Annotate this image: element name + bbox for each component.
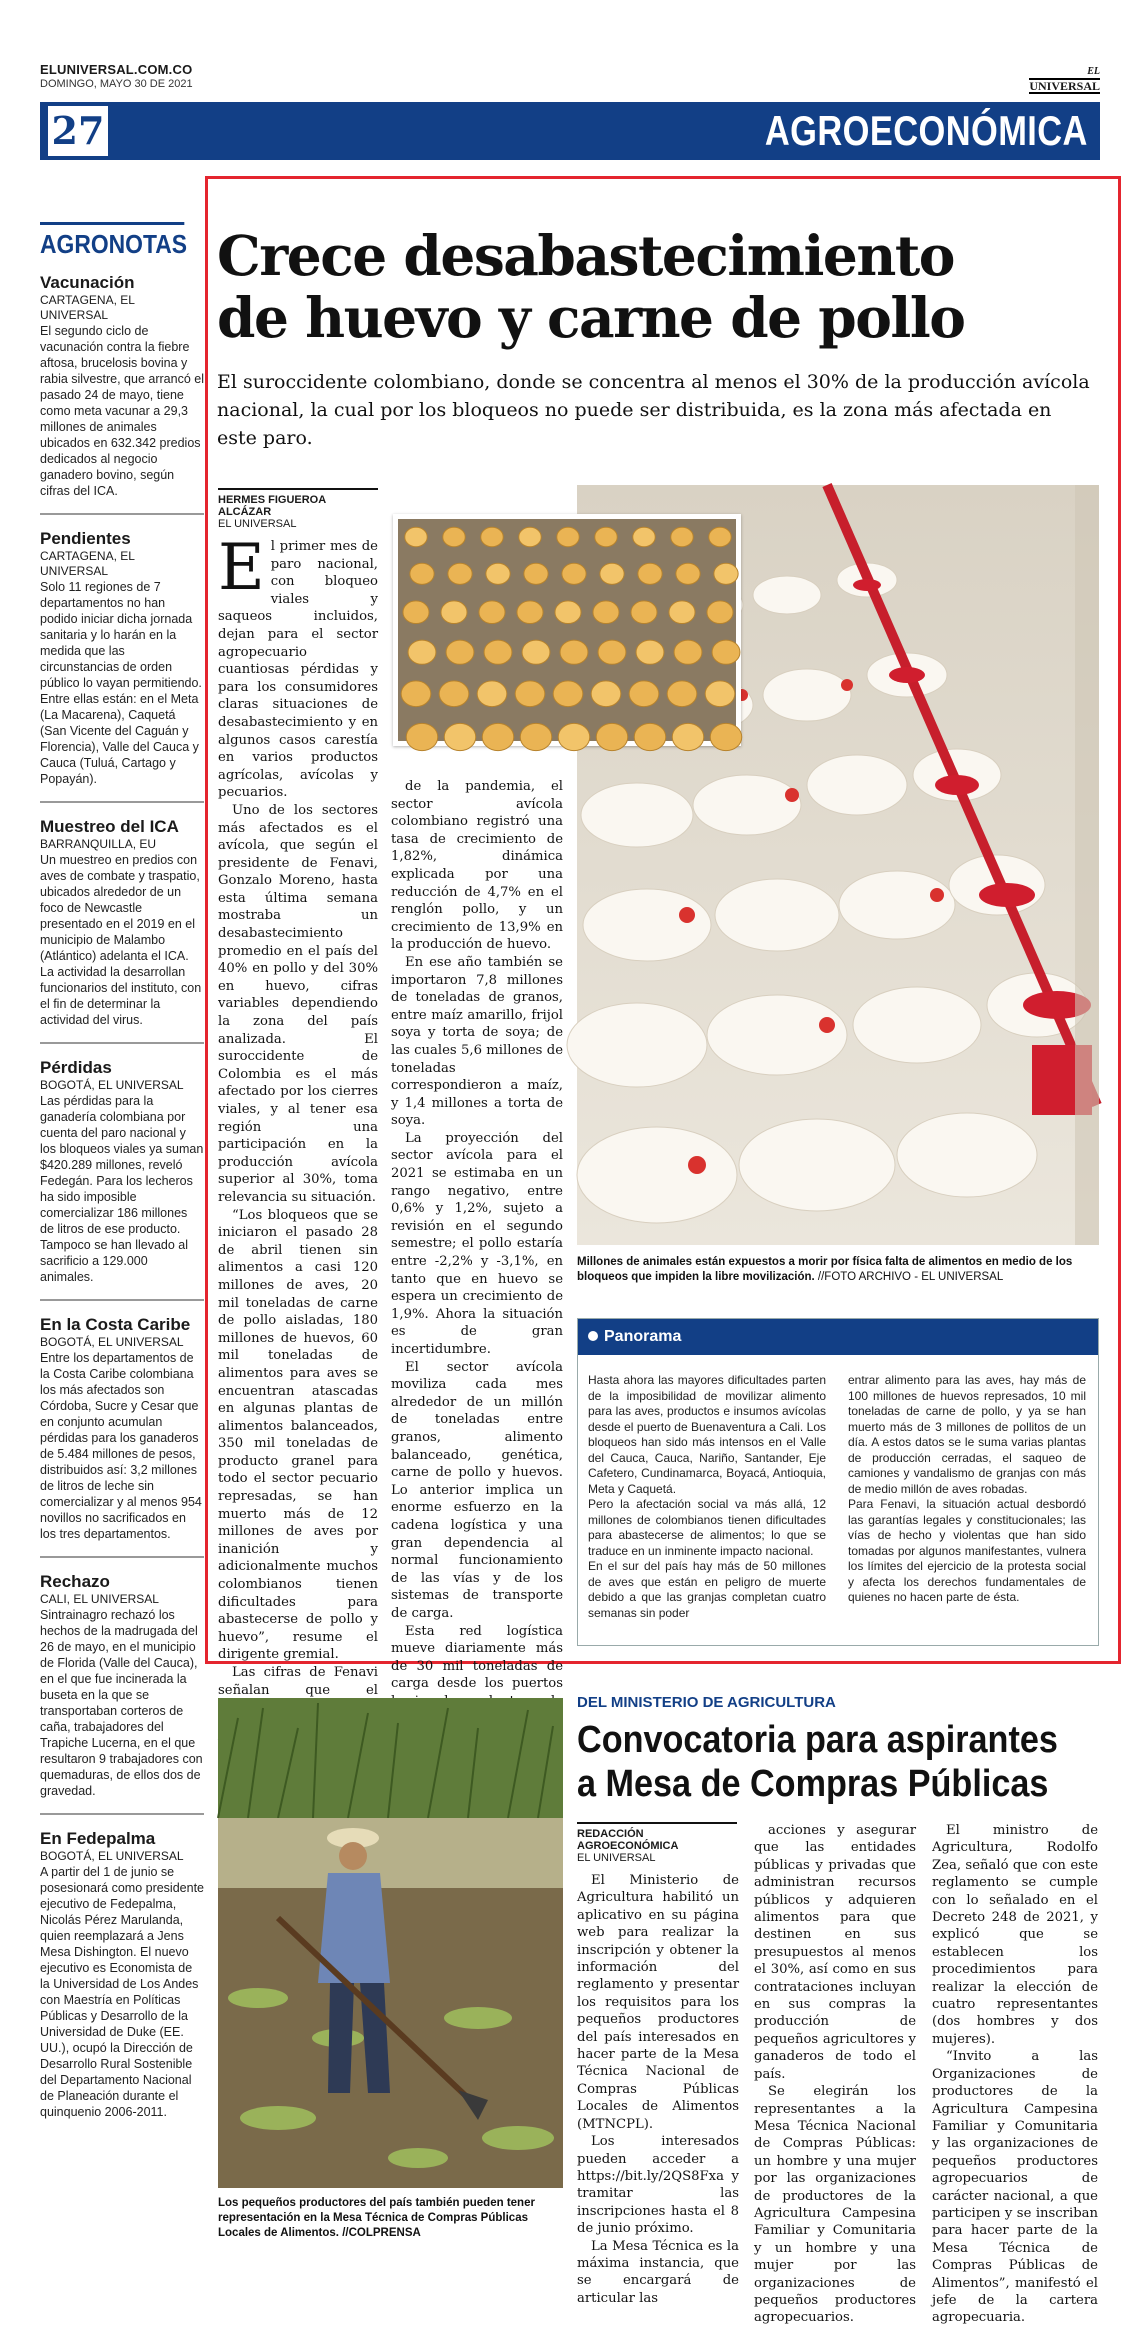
eggs-photo xyxy=(393,514,741,746)
paragraph: Los interesados pueden acceder a https://bit.ly/2QS8Fxa y tramitar las inscripciones hasta el 8 de junio próximo. xyxy=(577,2134,739,2237)
paragraph: Se elegirán los representantes a la Mesa Técnica Nacional de Compras Públicas: un hombre y una mujer por las organizaciones de productores de la Agricultura Campesina Familiar y Comunitaria y un hombre y una mujer por las organizaciones de pequeños productores agropecuarios. xyxy=(754,2084,916,2326)
agronota-text: Un muestreo en predios con aves de combate y traspatio, ubicados alrededor de un foco de Newcastle presentado en el 2019 en el municipio de Malambo (Atlántico) adelanta el ICA. La actividad la desarrollan funcionarios del instituto, con el fin de determinar la actividad del virus. xyxy=(40,853,202,1027)
agronota-item xyxy=(40,273,204,515)
panorama-column-left xyxy=(588,1373,826,1621)
paragraph: acciones y asegurar que las entidades públicas y privadas que administran recursos públicos y adquieren alimentos para que destinen en sus presupuestos al menos el 30%, así como en sus contrataciones incluyan en sus compras la producción de pequeños agricultores y ganaderos de todo el país. xyxy=(754,1823,916,2082)
paragraph: El Ministerio de Agricultura habilitó un aplicativo en su página web para realizar la inscripción y obtener la información del reglamento y presentar los requisitos para los pequeños productores del país interesados en hacer parte de la Mesa Técnica Nacional de Compras Públicas Locales de Alimentos (MTNCPL). xyxy=(577,1873,739,2132)
agronota-item xyxy=(40,1058,204,1301)
masthead xyxy=(40,62,1100,93)
panorama-box xyxy=(577,1318,1099,1646)
paragraph: Uno de los sectores más afectados es el avícola, que según el presidente de Fenavi, Gonzalo Moreno, hasta esta última semana mostraba un desabastecimiento promedio en el país del 40% en pollo y del 30% en huevo, cifras variables dependiendo la zona del país analizada. El suroccidente de Colombia es el más afectado por los cierres viales, y al tener esa región una participación en la producción avícola superior al 30%, toma relevancia su situación. xyxy=(218,802,378,1205)
article2-byline xyxy=(577,1822,737,1864)
agronota-text: Solo 11 regiones de 7 departamentos no han podido iniciar dicha jornada sanitaria y lo harán en la medida que las circunstancias de orden público lo vayan permitiendo. Entre ellas están: en el Meta (La Macarena), Caquetá (San Vicente del Caguán y Florencia), Valle del Cauca y Cauca (Tuluá, Cartago y Popayán). xyxy=(40,580,202,786)
agronota-title: Pendientes xyxy=(40,529,131,548)
paragraph: En el sur del país hay más de 50 millones de aves que están en peligro de muerte debido a que las granjas completan cuatro semanas sin poder xyxy=(588,1559,826,1620)
agronota-item xyxy=(40,817,204,1044)
agronota-title: Vacunación xyxy=(40,273,135,292)
agronota-text: Las pérdidas para la ganadería colombiana por cuenta del paro nacional y los bloqueos viales ya suman $420.289 millones, reveló Fedegán. Para los lecheros ha sido imposible comercializar 186 millones de litros de ese producto. Tampoco se han llevado al sacrificio a 129.000 animales. xyxy=(40,1094,204,1284)
paragraph: El sector avícola moviliza cada mes alrededor de un millón de toneladas entre granos, alimento balanceado, genética, carne de pollo y huevos. Lo anterior implica un enorme esfuerzo en la cadena logística y una gran dependencia al normal funcionamiento de las vías y de los sistemas de transporte de carga. xyxy=(391,1359,563,1621)
paragraph: Hasta ahora las mayores dificultades parten de la imposibilidad de movilizar alimento para las aves, productos e insumos avícolas desde el puerto de Buenaventura a Cali. Los bloqueos han sido más intensos en el Valle del Cauca, Cauca, Nariño, Santander, Eje Cafetero, Cundinamarca, Boyacá, Antioquia, Meta y Caquetá. xyxy=(588,1373,826,1496)
paragraph: El primer mes de paro nacional, con bloqueo viales y saqueos incluidos, dejan para el sector agropecuario cuantiosas pérdidas y para los consumidores claras situaciones de desabastecimiento y en algunos casos carestía en varios productos agrícolas, avícolas y pecuarios. xyxy=(218,531,378,801)
paragraph: Pero la afectación social va más allá, 12 millones de colombianos tienen dificultades para abastecerse de alimentos; lo que se traduce en un inminente impacto nacional. xyxy=(588,1497,826,1558)
section-bar xyxy=(40,102,1100,160)
paragraph: El ministro de Agricultura, Rodolfo Zea, señaló que con este reglamento se cumple con lo señalado en el Decreto 248 de 2021, y explicó que se establecen los procedimientos para realizar la elección de cuatro representantes (dos hombres y dos mujeres). xyxy=(932,1823,1098,2047)
article2-kicker: DEL MINISTERIO DE AGRICULTURA xyxy=(577,1694,836,1711)
agronota-location: BARRANQUILLA, EU xyxy=(40,837,157,851)
agronota-text: A partir del 1 de junio se posesionará como presidente ejecutivo de Fedepalma, Nicolás Pérez Marulanda, quien reemplazará a Jens Mesa Dishington. El nuevo ejecutivo es Economista de la Universidad de Los Andes con Maestría en Políticas Públicas y Desarrollo de la Universidad de Duke (EE. UU.), ocupó la Dirección de Desarrollo Rural Sostenible del Departamento Nacional de Planeación durante el quinquenio 2006-2011. xyxy=(40,1865,204,2119)
author-outlet: EL UNIVERSAL xyxy=(218,518,297,530)
paragraph: La proyección del sector avícola para el 2021 se estimaba en un rango negativo, entre 0,6% y 1,2%, sujeto a revisión en el segundo semestre; el pollo estaría entre -2,2% y -3,1%, en tanto que en huevo se espera un crecimiento de 1,9%. Ahora la situación es de gran incertidumbre. xyxy=(391,1130,563,1357)
article2-column-3 xyxy=(932,1822,1098,2327)
paragraph: La Mesa Técnica es la máxima instancia, que se encargará de articular las xyxy=(577,2238,739,2306)
paragraph: Las cifras de Fenavi señalan que el xyxy=(218,1665,378,1698)
agronota-location: CARTAGENA, EL UNIVERSAL xyxy=(40,549,135,578)
agronota-item xyxy=(40,1829,204,2134)
main-dek: El suroccidente colombiano, donde se concentra al menos el 30% de la producción avícola nacional, la cual por los bloqueos no puede ser distribuida, es la zona más afectada en este paro. xyxy=(217,371,1090,449)
farmer-photo xyxy=(218,1698,563,2188)
drop-cap: E xyxy=(218,531,265,605)
page-number: 27 xyxy=(48,106,108,156)
agronota-location: BOGOTÁ, EL UNIVERSAL xyxy=(40,1335,184,1349)
author-name: HERMES FIGUEROA ALCÁZAR xyxy=(218,494,326,518)
agronota-text: El segundo ciclo de vacunación contra la fiebre aftosa, brucelosis bovina y rabia silvestre, que arrancó el pasado 24 de mayo, tiene como meta vacunar a 29,3 millones de animales ubicados en 632.342 predios dedicados al negocio ganadero bovino, según cifras del ICA. xyxy=(40,324,204,498)
agronota-title: Pérdidas xyxy=(40,1058,112,1077)
agronota-title: Rechazo xyxy=(40,1572,110,1591)
newspaper-logo: EL UNIVERSAL xyxy=(1029,66,1100,93)
section-title: AGROECONÓMICA xyxy=(765,107,1088,154)
agronota-location: BOGOTÁ, EL UNIVERSAL xyxy=(40,1849,184,1863)
byline xyxy=(218,488,378,530)
agronota-item xyxy=(40,1572,204,1815)
main-headline: Crece desabastecimiento de huevo y carne de pollo xyxy=(217,223,965,350)
agronota-title: En Fedepalma xyxy=(40,1829,156,1848)
agronota-title: Muestreo del ICA xyxy=(40,817,179,836)
paragraph: entrar alimento para las aves, hay más de 100 millones de huevos represados, 10 mil toneladas de carne de pollo, y ya se han muerto más de 3 millones de pollitos de un día. A estos datos se le suma varias plantas de producción cerradas, el saqueo de camiones y vandalismo de granjas con más de medio millón de aves robadas. xyxy=(848,1373,1086,1496)
farmer-photo-caption: Los pequeños productores del país también pueden tener representación en la Mesa Técnica de Compras Públicas Locales de Alimentos. //COLPRENSA xyxy=(218,2197,535,2239)
panorama-header: Panorama xyxy=(578,1319,1098,1355)
agronota-text: Sintrainagro rechazó los hechos de la madrugada del 26 de mayo, en el municipio de Florida (Valle del Cauca), en el que fue incinerada la buseta en la que se transportaban corteros de caña, trabajadores del Trapiche Lucerna, en el que resultaron 9 trabajadores con quemaduras, de ellos dos de gravedad. xyxy=(40,1608,203,1798)
agronota-title: En la Costa Caribe xyxy=(40,1315,191,1334)
agronota-item xyxy=(40,1315,204,1558)
article2-outlet: EL UNIVERSAL xyxy=(577,1852,656,1864)
bullet-icon xyxy=(588,1331,598,1341)
paragraph: Para Fenavi, la situación actual desbordó las garantías legales y constitucionales; las vías de hecho y violentas que han sido tomadas por algunos manifestantes, vulnera los límites del ejercicio de la protesta social y afecta los derechos fundamentales de quienes no hacen parte de ésta. xyxy=(848,1497,1086,1604)
panorama-column-right xyxy=(848,1373,1086,1606)
paragraph: “Los bloqueos que se iniciaron el pasado 28 de abril tienen sin alimentos a casi 120 millones de aves, 20 mil toneladas de carne de pollo aisladas, 180 millones de huevos, 60 mil toneladas de alimentos para aves se encuentran atascadas en algunas plantas de alimentos balanceados, 350 mil toneladas de producto granel para todo el sector pecuario represadas, se han muerto más de 12 millones de aves por inanición y adicionalmente muchos colombianos tienen dificultades para abastecerse de pollo y huevo”, resume el dirigente gremial. xyxy=(218,1207,378,1663)
paragraph: Esta red logística mueve diariamente más de 30 mil toneladas de carga desde los puertos xyxy=(391,1623,563,1692)
paragraph: En ese año también se importaron 7,8 millones de toneladas de granos, entre maíz amarillo, frijol soya y torta de soya; de las cuales 5,6 millones de toneladas correspondieron a maíz, y 1,4 millones a torta de soya. xyxy=(391,954,563,1129)
agronotas-sidebar xyxy=(40,222,204,2148)
article2-column-2 xyxy=(754,1822,916,2327)
article2-author: REDACCIÓN AGROECONÓMICA xyxy=(577,1828,679,1852)
agronota-location: CALI, EL UNIVERSAL xyxy=(40,1592,159,1606)
article2-column-1 xyxy=(577,1872,739,2307)
article2-headline: Convocatoria para aspirantes a Mesa de Compras Públicas xyxy=(577,1719,1058,1805)
site-url[interactable]: ELUNIVERSAL.COM.CO xyxy=(40,62,193,77)
edition-date: DOMINGO, MAYO 30 DE 2021 xyxy=(40,78,193,90)
article-column-2 xyxy=(391,778,563,1816)
paragraph: “Invito a las Organizaciones de productores de la Agricultura Campesina Familiar y Comunitaria y las organizaciones de pequeños productores agropecuarios de carácter nacional, a que participen y se inscriban para hacer parte de la Mesa Técnica de Compras Públicas de Alimentos”, manifestó el jefe de la cartera agropecuaria. xyxy=(932,2049,1098,2326)
agronota-text: Entre los departamentos de la Costa Caribe colombiana los más afectados son Córdoba, Sucre y Cesar que en conjunto acumulan pérdidas para los ganaderos de 5.484 millones de pesos, distribuidos así: 3,2 millones de litros de leche sin comercializar y al menos 954 novillos no sacrificados en los tres departamentos. xyxy=(40,1351,202,1541)
agronota-location: CARTAGENA, EL UNIVERSAL xyxy=(40,293,135,322)
paragraph: de la pandemia, el sector avícola colombiano registró una tasa de crecimiento de 1,82%, dinámica explicada por una reducción de 4,7% en el renglón pollo, y un crecimiento de 13,9% en la producción de huevo. xyxy=(391,779,563,953)
agronota-location: BOGOTÁ, EL UNIVERSAL xyxy=(40,1078,184,1092)
agronota-item xyxy=(40,529,204,803)
sidebar-title: AGRONOTAS xyxy=(40,222,184,259)
main-photo-caption: Millones de animales están expuestos a morir por física falta de alimentos en medio de los bloqueos que impiden la libre movilización. //FOTO ARCHIVO - EL UNIVERSAL xyxy=(577,1256,1073,1283)
